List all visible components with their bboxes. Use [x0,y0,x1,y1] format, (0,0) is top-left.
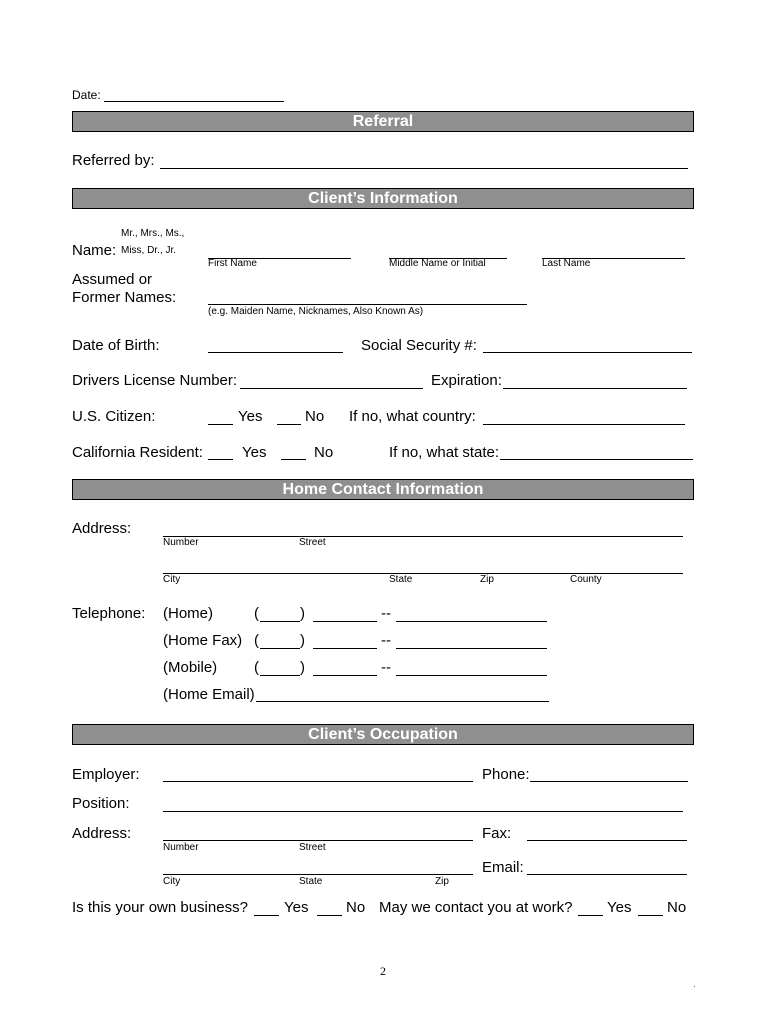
paren-open: ( [254,659,259,676]
home-fax-prefix-field[interactable] [313,630,377,649]
title-hint-2: Miss, Dr., Jr. [121,245,176,256]
contact-work-yes-label: Yes [607,899,632,916]
ca-resident-no-field[interactable] [281,441,306,460]
paren-close: ) [300,605,305,622]
home-phone-area-field[interactable] [260,603,300,622]
us-citizen-yes-field[interactable] [208,406,233,425]
last-name-field[interactable] [542,240,685,259]
us-citizen-no-field[interactable] [277,406,301,425]
assumed-hint: (e.g. Maiden Name, Nicknames, Also Known As) [208,306,424,317]
ca-resident-yes-label: Yes [242,444,267,461]
work-fax-field[interactable] [527,822,687,841]
section-title: Client’s Information [308,190,458,207]
home-fax-area-field[interactable] [260,630,300,649]
paren-close: ) [300,659,305,676]
own-business-no-label: No [346,899,366,916]
work-fax-label: Fax: [482,825,512,842]
paren-open: ( [254,632,259,649]
telephone-label: Telephone: [72,605,146,622]
work-city-caption: City [163,876,181,887]
own-business-no-field[interactable] [317,897,342,916]
work-state-caption: State [299,876,323,887]
dash: -- [381,659,391,676]
section-title: Referral [352,113,414,130]
state-label: If no, what state: [389,444,500,461]
mobile-area-field[interactable] [260,657,300,676]
assumed-label-1: Assumed or [72,271,153,288]
ca-resident-label: California Resident: [72,444,203,461]
date-label: Date: [72,88,101,102]
home-phone-prefix-field[interactable] [313,603,377,622]
work-phone-field[interactable] [530,763,688,782]
work-address-label: Address: [72,825,132,842]
middle-name-caption: Middle Name or Initial [389,258,486,269]
footer-dot: . [693,979,696,990]
paren-open: ( [254,605,259,622]
city-caption: City [163,574,181,585]
contact-work-no-label: No [667,899,687,916]
home-address-label: Address: [72,520,132,537]
dl-field[interactable] [240,370,423,389]
paren-close: ) [300,632,305,649]
contact-work-yes-field[interactable] [578,897,603,916]
contact-work-no-field[interactable] [638,897,663,916]
assumed-label-2: Former Names: [72,289,177,306]
us-citizen-no-label: No [305,408,325,425]
mobile-line-field[interactable] [396,657,547,676]
ca-resident-no-label: No [314,444,334,461]
contact-work-label: May we contact you at work? [379,899,573,916]
section-title: Home Contact Information [282,481,484,498]
home-fax-line-field[interactable] [396,630,547,649]
dash: -- [381,605,391,622]
own-business-label: Is this your own business? [72,899,248,916]
page-number: 2 [380,964,386,978]
country-field[interactable] [483,406,685,425]
mobile-prefix-field[interactable] [313,657,377,676]
home-address-street-field[interactable] [163,518,683,537]
section-occupation [72,724,694,745]
dob-label: Date of Birth: [72,337,160,354]
position-label: Position: [72,795,130,812]
last-name-caption: Last Name [542,258,591,269]
work-address-city-field[interactable] [163,856,473,875]
section-client-info [72,188,694,209]
ssn-label: Social Security #: [361,337,477,354]
home-address-city-field[interactable] [163,555,683,574]
assumed-names-field[interactable] [208,286,527,305]
name-label: Name: [72,242,117,259]
first-name-field[interactable] [208,240,351,259]
expiration-label: Expiration: [431,372,502,389]
home-phone-label: (Home) [163,605,214,622]
street-caption: Street [299,537,326,548]
referred-by-field[interactable] [160,150,688,169]
referred-by-label: Referred by: [72,152,155,169]
us-citizen-yes-label: Yes [238,408,263,425]
section-home-contact [72,479,694,500]
state-caption: State [389,574,413,585]
section-referral [72,111,694,132]
first-name-caption: First Name [208,258,257,269]
own-business-yes-label: Yes [284,899,309,916]
dash: -- [381,632,391,649]
employer-field[interactable] [163,763,473,782]
date-field[interactable] [104,83,284,102]
work-address-street-field[interactable] [163,822,473,841]
position-field[interactable] [163,793,683,812]
home-email-label: (Home Email) [163,686,255,703]
home-fax-label: (Home Fax) [163,632,243,649]
ca-resident-yes-field[interactable] [208,441,233,460]
section-title: Client’s Occupation [308,726,458,743]
work-street-caption: Street [299,842,326,853]
state-field[interactable] [500,441,693,460]
home-email-field[interactable] [256,683,549,702]
work-zip-caption: Zip [435,876,449,887]
middle-name-field[interactable] [389,240,507,259]
us-citizen-label: U.S. Citizen: [72,408,156,425]
expiration-field[interactable] [503,370,687,389]
home-phone-line-field[interactable] [396,603,547,622]
number-caption: Number [163,537,199,548]
country-label: If no, what country: [349,408,476,425]
work-number-caption: Number [163,842,199,853]
county-caption: County [570,574,602,585]
own-business-yes-field[interactable] [254,897,279,916]
title-hint-1: Mr., Mrs., Ms., [121,228,185,239]
employer-label: Employer: [72,766,140,783]
work-phone-label: Phone: [482,766,530,783]
ssn-field[interactable] [483,334,692,353]
work-email-field[interactable] [527,856,687,875]
zip-caption: Zip [480,574,494,585]
work-email-label: Email: [482,859,524,876]
dl-label: Drivers License Number: [72,372,238,389]
dob-field[interactable] [208,334,343,353]
mobile-label: (Mobile) [163,659,218,676]
